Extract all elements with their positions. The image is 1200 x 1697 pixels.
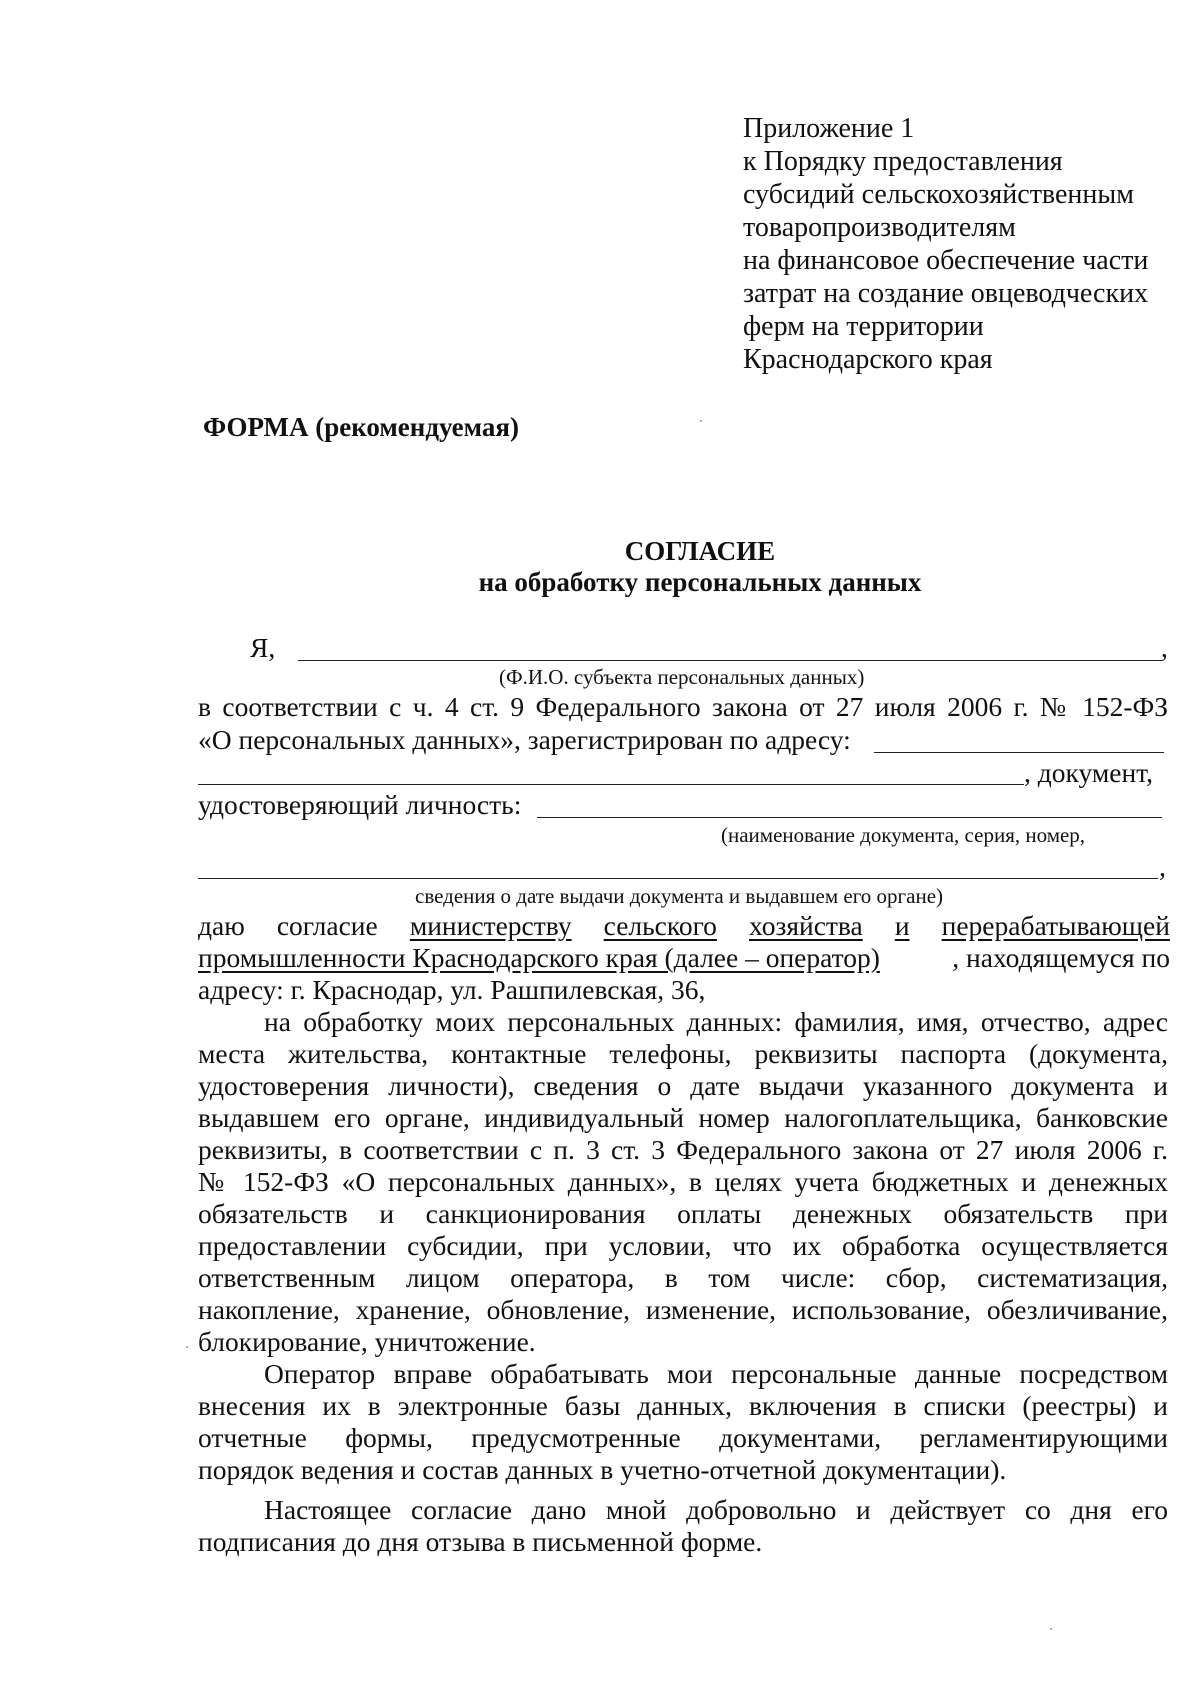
scan-speck	[186, 1346, 188, 1348]
paragraph-1-line: обязательств и санкционирования оплаты денежных обязательств при	[198, 1198, 1168, 1229]
consent-word: согласие	[276, 910, 378, 941]
paragraph-1-line: выдавшем его органе, индивидуальный номер налогоплательщика, банковские	[198, 1102, 1168, 1133]
issue-comma: ,	[1159, 851, 1166, 882]
scan-speck	[1050, 1628, 1052, 1630]
operator-name-word: перерабатывающей	[941, 910, 1170, 941]
operator-name-word: и	[894, 910, 910, 941]
consent-word: даю	[198, 910, 245, 941]
scan-speck	[700, 420, 702, 422]
address-label: «О персональных данных», зарегистрирован по адресу:	[198, 724, 851, 755]
address-field-part2[interactable]	[198, 784, 1024, 785]
paragraph-1-line: реквизиты, в соответствии с п. 3 ст. 3 Федерального закона от 27 июля 2006 г.	[198, 1134, 1168, 1165]
identity-label: удостоверяющий личность:	[198, 789, 522, 820]
paragraph-1-line: ответственным лицом оператора, в том числе: сбор, систематизация,	[198, 1262, 1168, 1293]
paragraph-1-line: предоставлении субсидии, при условии, что их обработка осуществляется	[198, 1230, 1168, 1261]
appendix-line: субсидий сельскохозяйственным	[743, 179, 1134, 210]
document-caption: (наименование документа, серия, номер,	[721, 823, 1086, 847]
paragraph-2-line: Оператор вправе обрабатывать мои персональные данные посредством	[264, 1358, 1168, 1389]
consent-line-2-rest: , находящемуся по	[952, 942, 1170, 973]
operator-address: адресу: г. Краснодар, ул. Рашпилевская, 36,	[198, 974, 706, 1005]
document-title: СОГЛАСИЕ	[624, 536, 776, 566]
paragraph-1-line: накопление, хранение, обновление, изменение, использование, обезличивание,	[198, 1294, 1168, 1325]
operator-name-word: министерству	[409, 910, 572, 941]
fio-caption: (Ф.И.О. субъекта персональных данных)	[499, 665, 865, 689]
operator-name-continued: промышленности Краснодарского края (далее – оператор)	[198, 942, 880, 973]
appendix-line: ферм на территории	[743, 311, 984, 342]
issue-caption: сведения о дате выдачи документа и выдавшем его органе)	[415, 884, 944, 908]
form-label: ФОРМА (рекомендуемая)	[203, 412, 519, 442]
consent-line-2	[198, 942, 1170, 974]
document-subtitle: на обработку персональных данных	[478, 567, 922, 597]
fio-field[interactable]	[298, 660, 1162, 661]
paragraph-1-line-last: блокирование, уничтожение.	[198, 1326, 536, 1357]
paragraph-2-line-last: порядок ведения и состав данных в учетно-отчетной документации).	[198, 1454, 1007, 1485]
appendix-line: на финансовое обеспечение части	[743, 245, 1149, 276]
paragraph-3-line-last: подписания до дня отзыва в письменной форме.	[198, 1526, 763, 1557]
address-field-part1[interactable]	[874, 752, 1164, 753]
paragraph-1-line: удостоверения личности), сведения о дате выдачи указанного документа и	[198, 1070, 1168, 1101]
appendix-line: товаропроизводителям	[743, 212, 1016, 243]
ya-prefix: Я,	[250, 632, 276, 663]
appendix-line: Краснодарского края	[743, 344, 993, 375]
operator-name-word: хозяйства	[749, 910, 863, 941]
paragraph-1-line: места жительства, контактные телефоны, реквизиты паспорта (документа,	[198, 1038, 1168, 1069]
appendix-line: к Порядку предоставления	[743, 146, 1063, 177]
paragraph-2-line: отчетные формы, предусмотренные документами, регламентирующими	[198, 1422, 1168, 1453]
paragraph-2-line: внесения их в электронные базы данных, включения в списки (реестры) и	[198, 1390, 1168, 1421]
identity-document-field[interactable]	[537, 817, 1162, 818]
appendix-block	[743, 112, 1183, 376]
law-reference-line: в соответствии с ч. 4 ст. 9 Федерального закона от 27 июля 2006 г. № 152-ФЗ	[198, 691, 1168, 722]
paragraph-1-line: на обработку моих персональных данных: фамилия, имя, отчество, адрес	[264, 1006, 1168, 1037]
document-label: , документ,	[1024, 757, 1154, 788]
paragraph-1-line: № 152-ФЗ «О персональных данных», в целях учета бюджетных и денежных	[198, 1166, 1168, 1197]
consent-line-1	[198, 910, 1170, 942]
paragraph-3-line: Настоящее согласие дано мной добровольно и действует со дня его	[264, 1494, 1168, 1525]
appendix-line: Приложение 1	[743, 113, 915, 144]
fio-comma: ,	[1161, 632, 1168, 663]
appendix-line: затрат на создание овцеводческих	[743, 278, 1149, 309]
operator-name-word: сельского	[603, 910, 717, 941]
issue-details-field[interactable]	[198, 878, 1158, 879]
